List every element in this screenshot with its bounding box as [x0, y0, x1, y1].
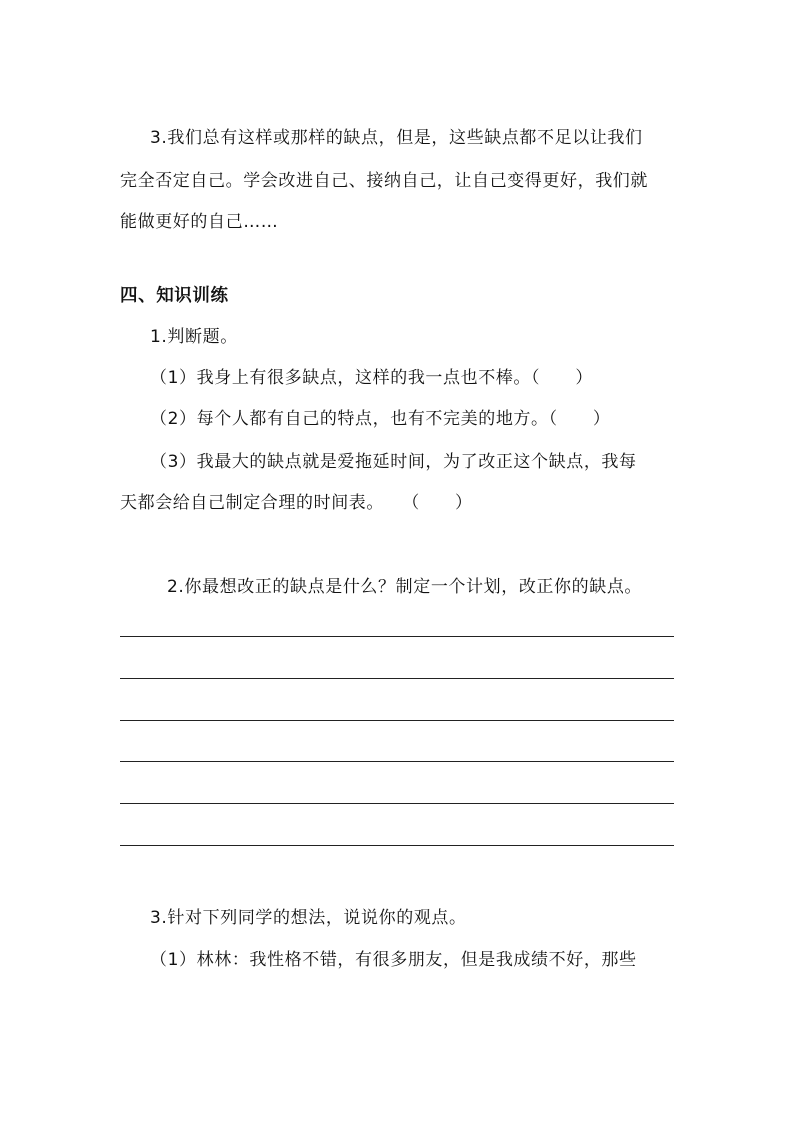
- question-1-item-3: （3）我最大的缺点就是爱拖延时间，为了改正这个缺点，我每: [150, 452, 637, 472]
- question-3-item-1: （1）林林：我性格不错，有很多朋友，但是我成绩不好，那些: [150, 950, 637, 970]
- question-1-item-1: （1）我身上有很多缺点，这样的我一点也不棒。（ ）: [150, 368, 593, 388]
- paragraph-3-line-1: 3.我们总有这样或那样的缺点，但是，这些缺点都不足以让我们: [150, 128, 643, 148]
- answer-line-1: [120, 636, 674, 637]
- paragraph-3-line-2: 完全否定自己。学会改进自己、接纳自己，让自己变得更好，我们就: [120, 171, 648, 191]
- question-2-label: 2.你最想改正的缺点是什么？制定一个计划，改正你的缺点。: [167, 577, 643, 597]
- paragraph-3-line-3: 能做更好的自己……: [120, 212, 279, 232]
- answer-line-5: [120, 803, 674, 804]
- question-3-label: 3.针对下列同学的想法，说说你的观点。: [150, 908, 467, 928]
- answer-line-6: [120, 845, 674, 846]
- answer-line-2: [120, 678, 674, 679]
- section-4-heading: 四、知识训练: [120, 286, 229, 306]
- answer-line-3: [120, 720, 674, 721]
- question-1-label: 1.判断题。: [150, 327, 238, 347]
- question-1-item-2: （2）每个人都有自己的特点，也有不完美的地方。（ ）: [150, 409, 611, 429]
- answer-line-4: [120, 761, 674, 762]
- question-1-item-3-continued: 天都会给自己制定合理的时间表。 （ ）: [120, 493, 473, 513]
